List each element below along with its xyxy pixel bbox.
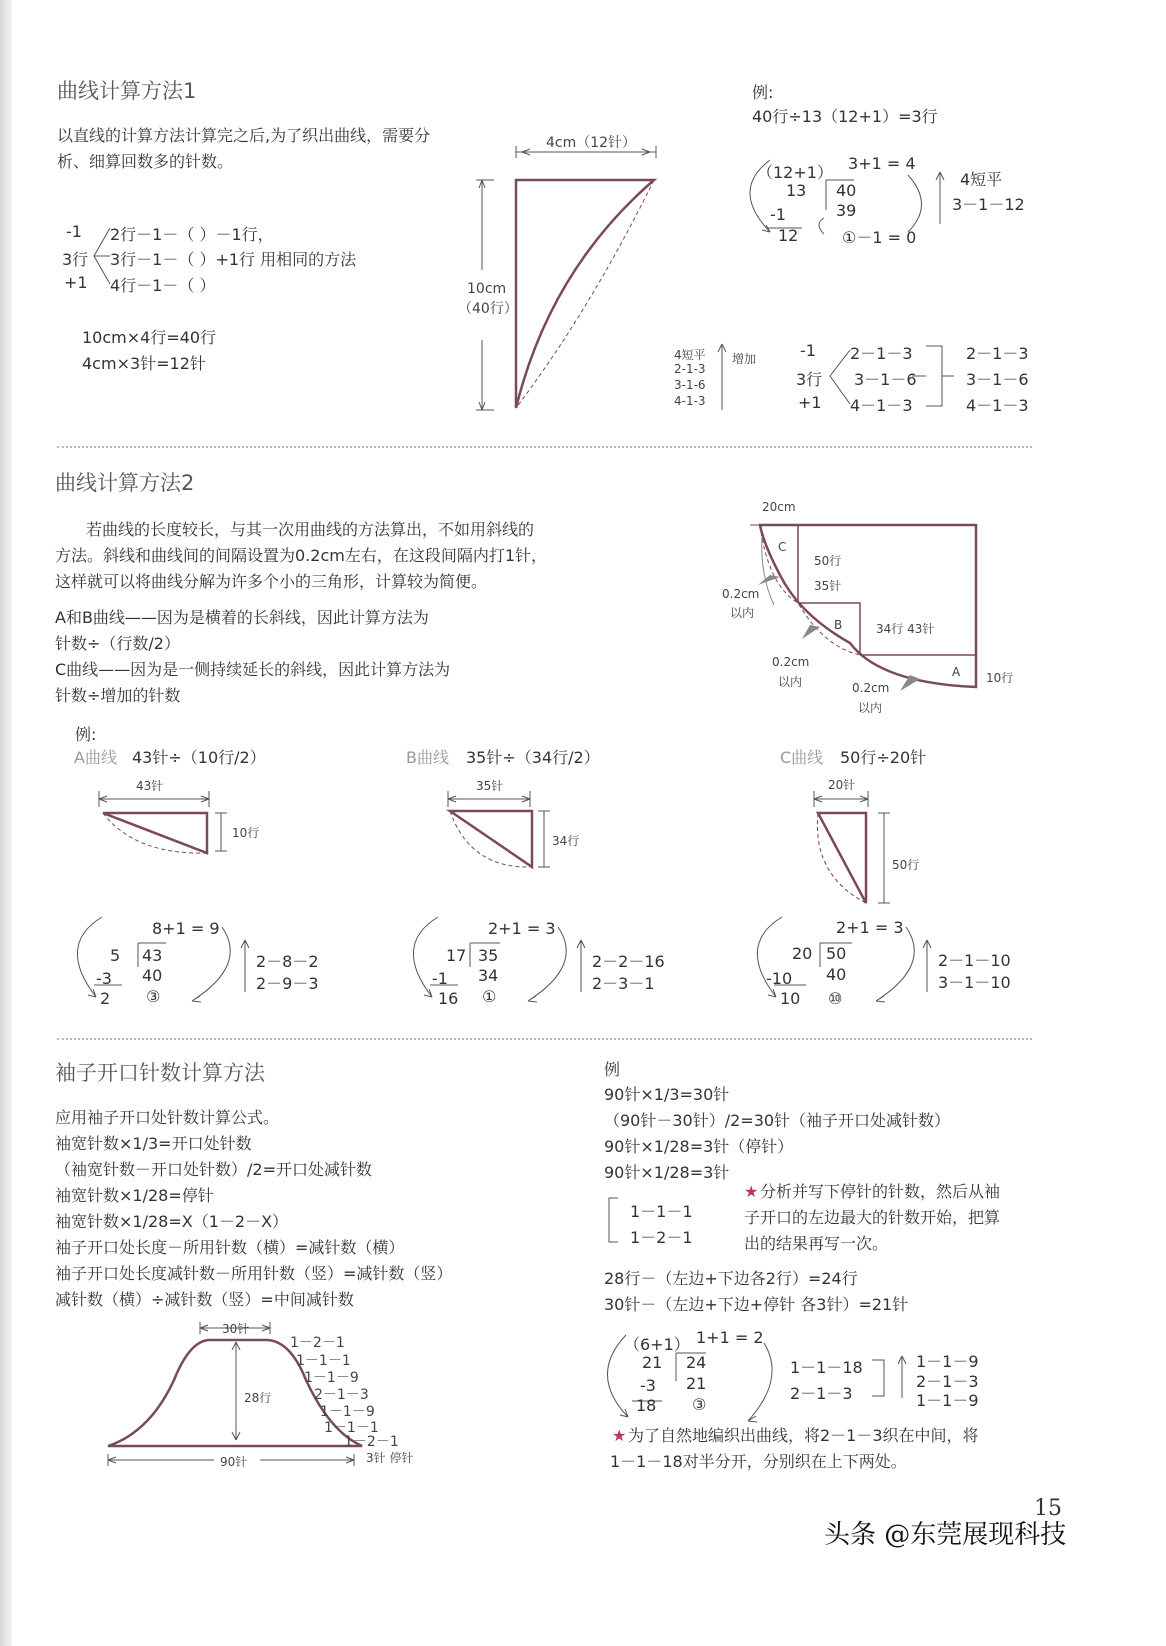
group-c-1: 2－1－3 <box>966 344 1029 363</box>
b-triangle <box>440 785 560 885</box>
section3-example-1: 90针×1/3=30针 <box>604 1085 730 1104</box>
watermark: 头条 @东莞展现科技 <box>824 1520 1067 1550</box>
group-b-1: 2－1－3 <box>850 344 913 363</box>
s3-dividend: 24 <box>686 1353 707 1372</box>
brace-label-3: +1 <box>64 273 88 292</box>
fig-label-50rows: 50行 <box>814 554 842 568</box>
s3-final-3: 1－1－9 <box>916 1391 979 1410</box>
note2-line1: 为了自然地编织出曲线，将2－1－3织在中间，将 <box>628 1426 979 1445</box>
example1-subtract: -1 <box>770 205 786 224</box>
sleeve-step-6: 1－1－1 <box>324 1420 379 1436</box>
b-side-label: 34行 <box>552 834 580 848</box>
section2-para-1: 若曲线的长度较长，与其一次用曲线的方法算出，不如用斜线的 <box>86 520 535 539</box>
sleeve-top-label: 30针 <box>222 1322 250 1336</box>
section1-intro-line2: 析、细算回数多的针数。 <box>57 152 234 171</box>
example1-product: 39 <box>836 201 857 220</box>
group-a-2: 3行 <box>796 370 823 389</box>
a-up-arrow <box>238 936 252 994</box>
section3-example-6: 30针－（左边+下边+停针 各3针）=21针 <box>604 1295 909 1314</box>
b-subtract: -1 <box>432 969 448 988</box>
section2-para-6: C曲线——因为是一侧持续延长的斜线，因此计算方法为 <box>55 660 451 679</box>
sleeve-step-1: 1－2－1 <box>290 1335 345 1351</box>
example1-circle-result: ①－1 = 0 <box>842 228 917 247</box>
a-curve-name: A曲线 <box>74 748 117 767</box>
section1-title: 曲线计算方法1 <box>57 79 197 103</box>
sleeve-stop-label: 3针 停针 <box>366 1451 414 1465</box>
sleeve-step-5: 1－1－9 <box>320 1404 375 1420</box>
section3-line-3: （袖宽针数－开口处针数）/2=开口处减针数 <box>55 1160 372 1179</box>
c-circle: ⑩ <box>828 989 843 1008</box>
c-quotient: 2+1 = 3 <box>836 918 904 937</box>
example1-label: 例: <box>752 83 774 102</box>
s3-quotient: （6+1） <box>624 1335 690 1354</box>
section3-line-2: 袖宽针数×1/3=开口处针数 <box>55 1134 252 1153</box>
brace-label-1: -1 <box>66 222 82 241</box>
example1-remainder: 12 <box>778 226 799 245</box>
example1-divisor: 13 <box>786 181 807 200</box>
rule-row-1: 2行－1－（ ）－1行， <box>110 225 274 244</box>
section2-title: 曲线计算方法2 <box>55 471 195 495</box>
a-remainder: 2 <box>100 989 111 1008</box>
a-top-label: 43针 <box>136 779 164 793</box>
c-triangle <box>808 785 908 915</box>
b-curve-formula: 35针÷（34行/2） <box>466 748 600 767</box>
section3-example-3: 90针×1/28=3针（停针） <box>604 1137 794 1156</box>
section3-line-4: 袖宽针数×1/28=停针 <box>55 1186 214 1205</box>
note1-line3: 出的结果再写一次。 <box>744 1234 889 1253</box>
fig-gap-1-within: 以内 <box>730 606 755 620</box>
example1-formula: 40行÷13（12+1）=3行 <box>752 107 938 126</box>
section2-para-3: 这样就可以将曲线分解为许多个小的三角形，计算较为简便。 <box>55 572 488 591</box>
rule-row-3: 4行－1－（ ） <box>110 276 216 295</box>
b-top-label: 35针 <box>476 779 504 793</box>
c-dividend: 50 <box>826 944 847 963</box>
divider-2 <box>57 1038 1032 1040</box>
sleeve-step-7: 1－2－1 <box>344 1434 399 1450</box>
fig-gap-2: 0.2cm <box>772 655 810 669</box>
section3-line-6: 袖子开口处长度－所用针数（横）=减针数（横） <box>55 1238 405 1257</box>
brace-lines <box>90 222 112 290</box>
stop-bracket <box>606 1196 622 1246</box>
section2-example-label: 例: <box>75 725 97 744</box>
section2-para-5: 针数÷（行数/2） <box>55 634 180 653</box>
fig-label-b: B <box>834 618 843 632</box>
note1-line1: 分析并写下停针的针数，然后从袖 <box>760 1182 1001 1201</box>
section1-intro-line1: 以直线的计算方法计算完之后,为了织出曲线，需要分 <box>57 126 431 145</box>
section2-para-4: A和B曲线——因为是横着的长斜线，因此计算方法为 <box>55 608 429 627</box>
b-output-2: 2－3－1 <box>592 974 655 993</box>
section2-para-7: 针数÷增加的针数 <box>55 686 181 705</box>
note2-line2: 1－1－18对半分开，分别织在上下两处。 <box>610 1452 907 1471</box>
section3-example-2: （90针－30针）/2=30针（袖子开口处减针数） <box>604 1111 951 1130</box>
fig-gap-3-within: 以内 <box>858 701 883 715</box>
divider-1 <box>57 446 1032 448</box>
sleeve-step-4: 2－1－3 <box>314 1387 369 1403</box>
s3-answer: 1+1 = 2 <box>696 1328 764 1347</box>
s3-result-1: 1－1－18 <box>790 1358 863 1377</box>
section3-example-label: 例 <box>604 1060 621 1079</box>
c-subtract: -10 <box>766 969 793 988</box>
up-arrow-2 <box>715 340 729 412</box>
note2-star: ★ <box>612 1426 627 1445</box>
fig-gap-3: 0.2cm <box>852 681 890 695</box>
sleeve-step-3: 1－1－9 <box>304 1370 359 1386</box>
group-b-2: 3－1－6 <box>854 370 917 389</box>
s3-result-bracket <box>870 1352 920 1402</box>
s3-subtract: -3 <box>640 1376 656 1395</box>
s3-result-2: 2－1－3 <box>790 1384 853 1403</box>
a-output-1: 2－8－2 <box>256 952 319 971</box>
c-top-label: 20针 <box>828 778 856 792</box>
short-row-2: 3-1-6 <box>674 378 706 392</box>
b-output-1: 2－2－16 <box>592 952 665 971</box>
c-side-label: 50行 <box>892 858 920 872</box>
fig-label-a: A <box>952 665 961 679</box>
short-row-1: 2-1-3 <box>674 362 706 376</box>
s3-final-1: 1－1－9 <box>916 1352 979 1371</box>
a-divisor: 5 <box>110 946 121 965</box>
sleeve-bottom-label: 90针 <box>220 1455 248 1469</box>
note1-star: ★ <box>744 1182 759 1201</box>
b-dividend: 35 <box>478 946 499 965</box>
b-curve-name: B曲线 <box>406 748 449 767</box>
c-up-arrow <box>920 936 934 994</box>
c-curve-name: C曲线 <box>780 748 824 767</box>
up-arrow-1 <box>930 168 950 228</box>
group-b-3: 4－1－3 <box>850 396 913 415</box>
section3-line-8: 减针数（横）÷减针数（竖）=中间减针数 <box>55 1290 354 1309</box>
section3-line-1: 应用袖子开口处针数计算公式。 <box>55 1108 280 1127</box>
section3-example-5: 28行－（左边+下边各2行）=24行 <box>604 1269 858 1288</box>
section3-example-4: 90针×1/28=3针 <box>604 1163 730 1182</box>
sleeve-step-2: 1－1－1 <box>296 1353 351 1369</box>
b-remainder: 16 <box>438 989 459 1008</box>
fig-label-10rows: 10行 <box>986 671 1014 685</box>
stop-row-1: 1－1－1 <box>630 1202 693 1221</box>
a-triangle <box>95 785 235 865</box>
a-product: 40 <box>142 966 163 985</box>
section2-para-2: 方法。斜线和曲线间的间隔设置为0.2cm左右，在这段间隔内打1针， <box>55 546 548 565</box>
fig-width-label: 20cm <box>762 500 796 514</box>
group-c-3: 4－1－3 <box>966 396 1029 415</box>
b-up-arrow <box>574 936 588 994</box>
page-edge-shadow <box>0 0 12 1646</box>
rule-row-2: 3行－1－（ ）+1行 用相同的方法 <box>110 250 357 269</box>
a-output-2: 2－9－3 <box>256 974 319 993</box>
example1-side2: 3－1－12 <box>952 195 1025 214</box>
c-product: 40 <box>826 965 847 984</box>
b-quotient: 2+1 = 3 <box>488 919 556 938</box>
c-output-1: 2－1－10 <box>938 951 1011 970</box>
section3-line-5: 袖宽针数×1/28=X（1－2－X） <box>55 1212 289 1231</box>
dim-top-label: 4cm（12针） <box>546 135 637 151</box>
group-a-1: -1 <box>800 341 816 360</box>
group-a-3: +1 <box>798 393 822 412</box>
fig-gap-1: 0.2cm <box>722 587 760 601</box>
example1-dividend: 40 <box>836 181 857 200</box>
c-remainder: 10 <box>780 989 801 1008</box>
s3-final-2: 2－1－3 <box>916 1372 979 1391</box>
s3-remainder: 18 <box>636 1396 657 1415</box>
brace-label-2: 3行 <box>62 250 89 269</box>
c-output-2: 3－1－10 <box>938 973 1011 992</box>
example1-answer: 3+1 = 4 <box>848 154 916 173</box>
sleeve-height-label: 28行 <box>244 1391 272 1405</box>
a-subtract: -3 <box>96 969 112 988</box>
note1-line2: 子开口的左边最大的针数开始，把算 <box>744 1208 1001 1227</box>
a-circle: ③ <box>146 987 161 1006</box>
dim-left-label-rows: （40行） <box>458 301 518 317</box>
example1-quotient: （12+1） <box>757 163 833 182</box>
section3-title: 袖子开口针数计算方法 <box>55 1061 265 1085</box>
b-circle: ① <box>482 987 497 1006</box>
group-c-2: 3－1－6 <box>966 370 1029 389</box>
increase-label: 增加 <box>732 352 757 366</box>
b-product: 34 <box>478 966 499 985</box>
dim-left-label: 10cm <box>467 281 507 297</box>
s3-divisor: 21 <box>642 1353 663 1372</box>
a-curve-formula: 43针÷（10行/2） <box>132 748 266 767</box>
a-quotient: 8+1 = 9 <box>152 919 220 938</box>
fig-gap-2-within: 以内 <box>778 675 803 689</box>
fig-label-35st: 35针 <box>814 579 842 593</box>
section3-line-7: 袖子开口处长度减针数－所用针数（竖）=减针数（竖） <box>55 1264 453 1283</box>
example1-side1: 4短平 <box>960 170 1003 189</box>
short-row-3: 4-1-3 <box>674 394 706 408</box>
a-side-label: 10行 <box>232 826 260 840</box>
s3-circle: ③ <box>692 1395 707 1414</box>
calc-stitches: 4cm×3针=12针 <box>82 354 206 373</box>
s3-product: 21 <box>686 1374 707 1393</box>
fig-label-c: C <box>778 540 787 554</box>
a-dividend: 43 <box>142 946 163 965</box>
page-number: 15 <box>1034 1496 1062 1521</box>
short-row-label: 4短平 <box>674 348 706 362</box>
fig-label-34rows: 34行 43针 <box>876 622 935 636</box>
stop-row-2: 1－2－1 <box>630 1228 693 1247</box>
calc-rows: 10cm×4行=40行 <box>82 328 217 347</box>
c-divisor: 20 <box>792 944 813 963</box>
c-curve-formula: 50行÷20针 <box>840 748 927 767</box>
b-divisor: 17 <box>446 946 467 965</box>
